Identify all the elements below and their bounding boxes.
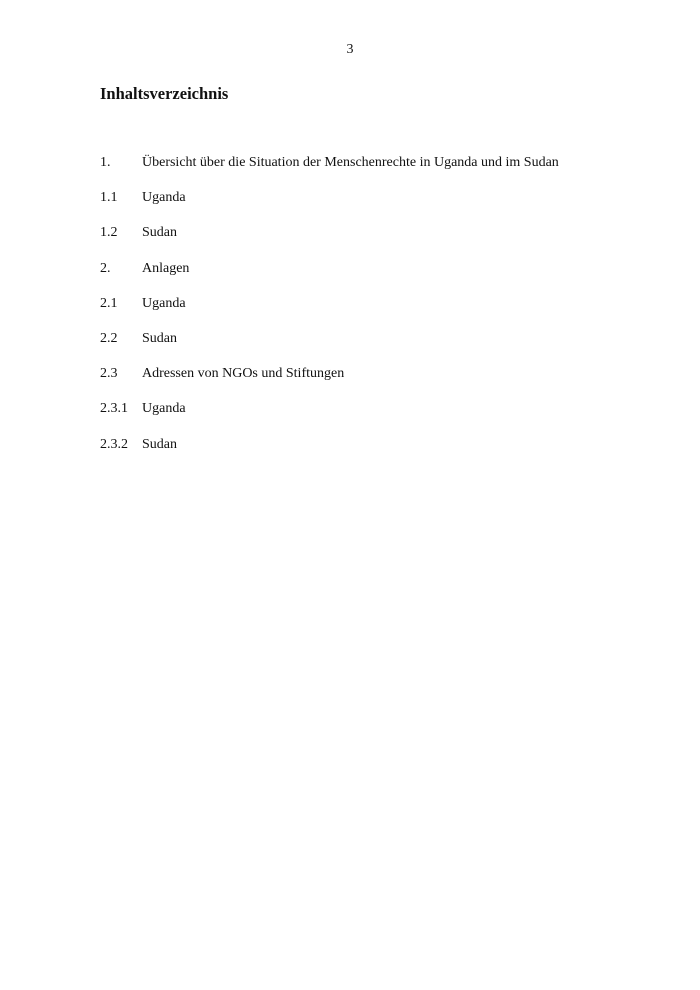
toc-entry-title: Uganda: [142, 401, 186, 417]
toc-entry: [100, 436, 559, 471]
toc-entry-number: 1.: [100, 155, 111, 170]
page-title: Inhaltsverzeichnis: [100, 84, 229, 103]
toc-entry-number: 2.1: [100, 295, 118, 311]
toc-entry-number: 2.3.2: [100, 436, 128, 452]
page-number: 3: [346, 42, 354, 57]
toc-entry-number: 1.2: [100, 225, 118, 241]
toc-entry: [100, 330, 559, 365]
toc-entry-number: 2.: [100, 260, 111, 276]
toc-entry-title: Übersicht über die Situation der Menschenrechte in Uganda und im Sudan: [142, 155, 559, 170]
toc-entry-number: 2.2: [100, 330, 118, 346]
toc-entry-title: Adressen von NGOs und Stiftungen: [142, 366, 345, 382]
toc-entry: [100, 260, 559, 295]
toc-entry-number: 2.3.1: [100, 401, 128, 417]
toc-entry-title: Sudan: [142, 330, 177, 346]
toc-entry: [100, 400, 559, 435]
toc-entry-title: Uganda: [142, 295, 186, 311]
toc-entry-title: Sudan: [142, 436, 177, 452]
toc-entry-title: Anlagen: [142, 260, 190, 276]
table-of-contents: [100, 154, 559, 471]
toc-entry: [100, 365, 559, 400]
toc-entry: [100, 295, 559, 330]
toc-entry: [100, 189, 559, 224]
toc-entry-title: Uganda: [142, 190, 186, 206]
toc-entry: [100, 154, 559, 189]
toc-entry: [100, 224, 559, 259]
toc-entry-number: 1.1: [100, 190, 118, 206]
toc-entry-number: 2.3: [100, 366, 118, 382]
toc-entry-title: Sudan: [142, 225, 177, 241]
